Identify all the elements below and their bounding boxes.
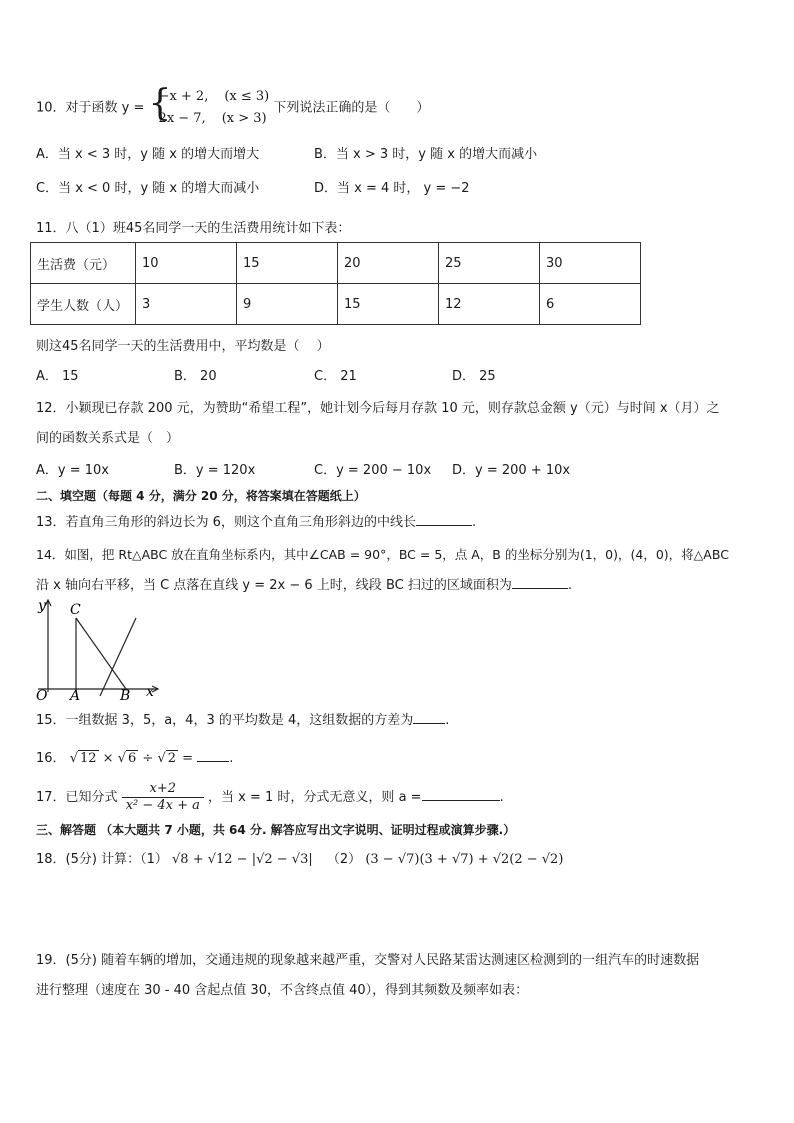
section-fill-in-title: 二、填空题（每题 4 分，满分 20 分，将答案填在答题纸上） [36,489,366,503]
fraction: $\frac{x+2}{\text{x² − 4x + a}}$ [122,781,204,814]
q11-option-d[interactable]: D． 25 [452,369,496,384]
expense-table [30,242,641,325]
segment-bc [76,618,126,689]
q10-option-d[interactable]: D．当 x = 4 时， y = −2 [314,181,470,196]
table-cell: 15 [237,243,338,284]
q14-line1: 14．如图，把 Rt△ABC 放在直角坐标系内，其中∠CAB = 90°，BC = 5，点 A，B 的坐标分别为(1，0)，(4，0)，将△ABC [36,547,729,562]
coordinate-figure [34,596,166,702]
q12-line1: 12．小颖现已存款 200 元，为赞助“希望工程”，她计划今后每月存款 10 元，则存款总金额 y（元）与时间 x（月）之 [36,401,720,416]
table-cell: 12 [439,284,540,325]
q10-option-b[interactable]: B．当 x > 3 时，y 随 x 的增大而减小 [314,147,538,162]
answer-blank[interactable] [413,711,445,724]
q10-option-c[interactable]: C．当 x < 0 时，y 随 x 的增大而减小 [36,181,260,196]
table-cell: 10 [136,243,237,284]
q11-option-c[interactable]: C． 21 [314,369,357,384]
q18: 18．(5分) 计算：（1） √8 + √12 − |√2 − √3| （2） (3 − √7)(3 + √7) + √2(2 − √2) [36,852,564,867]
q11-option-a[interactable]: A． 15 [36,369,79,384]
q12-option-b[interactable]: B．y = 120x [174,463,256,478]
q10-stem: 10．对于函数 y = { −x + 2, (x ≤ 3) 2x − 7, (x > 3) 下列说法正确的是（ ） [36,86,429,130]
section-solve-title: 三、解答题 （本大题共 7 小题，共 64 分. 解答应写出文字说明、证明过程或演算步骤.） [36,823,516,837]
q12-option-d[interactable]: D．y = 200 + 10x [452,463,571,478]
q13: 13．若直角三角形的斜边长为 6，则这个直角三角形斜边的中线长 . [36,515,477,530]
sqrt-expression: √ 12 × √ 6 ÷ √ 2 = [69,751,198,766]
expression-part-2: (3 − √7)(3 + √7) + √2(2 − √2) [365,852,564,867]
answer-blank[interactable] [197,749,229,762]
answer-blank[interactable] [512,576,568,589]
table-cell: 20 [338,243,439,284]
label-o: O [36,688,48,702]
label-c: C [70,602,81,618]
q11-stem: 11．八（1）班45名同学一天的生活费用统计如下表： [36,221,351,236]
table-row [31,243,641,284]
line-y-2x-6 [100,618,136,696]
q12-option-a[interactable]: A．y = 10x [36,463,109,478]
q16: 16． √ 12 × √ 6 ÷ √ 2 = . [36,751,234,766]
q15: 15．一组数据 3，5，a，4，3 的平均数是 4，这组数据的方差为 . [36,713,450,728]
q14-line2: 沿 x 轴向右平移，当 C 点落在直线 y = 2x − 6 上时，线段 BC 扫过的区域面积为 . [36,578,572,593]
q11-option-b[interactable]: B． 20 [174,369,217,384]
q19-line1: 19．(5分) 随着车辆的增加，交通违规的现象越来越严重，交警对人民路某雷达测速区检测到的一组汽车的时速数据 [36,953,700,968]
table-header-cell: 生活费（元） [31,243,136,284]
q10-option-a[interactable]: A．当 x < 3 时，y 随 x 的增大而增大 [36,147,260,162]
table-row [31,284,641,325]
label-b: B [120,688,131,702]
q11-question: 则这45名同学一天的生活费用中，平均数是（ ） [36,339,330,354]
table-cell: 30 [540,243,641,284]
answer-blank[interactable] [416,513,472,526]
label-y: y [38,598,46,614]
table-cell: 6 [540,284,641,325]
q12-option-c[interactable]: C．y = 200 − 10x [314,463,432,478]
label-x: x [146,684,154,700]
table-cell: 9 [237,284,338,325]
q12-line2: 间的函数关系式是（ ） [36,431,180,446]
label-a: A [70,688,81,702]
q19-line2: 进行整理（速度在 30 - 40 含起点值 30，不含终点值 40），得到其频数及频率如表： [36,983,529,998]
table-cell: 15 [338,284,439,325]
piecewise-function: { −x + 2, (x ≤ 3) 2x − 7, (x > 3) [148,83,270,126]
table-cell: 3 [136,284,237,325]
q17: 17．已知分式 $\frac{x+2}{\text{x² − 4x + a}}$ ，当 x = 1 时，分式无意义，则 a = . [36,781,504,813]
table-cell: 25 [439,243,540,284]
expression-part-1: √8 + √12 − |√2 − √3| [172,852,313,867]
answer-blank[interactable] [422,788,500,801]
table-header-cell: 学生人数（人） [31,284,136,325]
